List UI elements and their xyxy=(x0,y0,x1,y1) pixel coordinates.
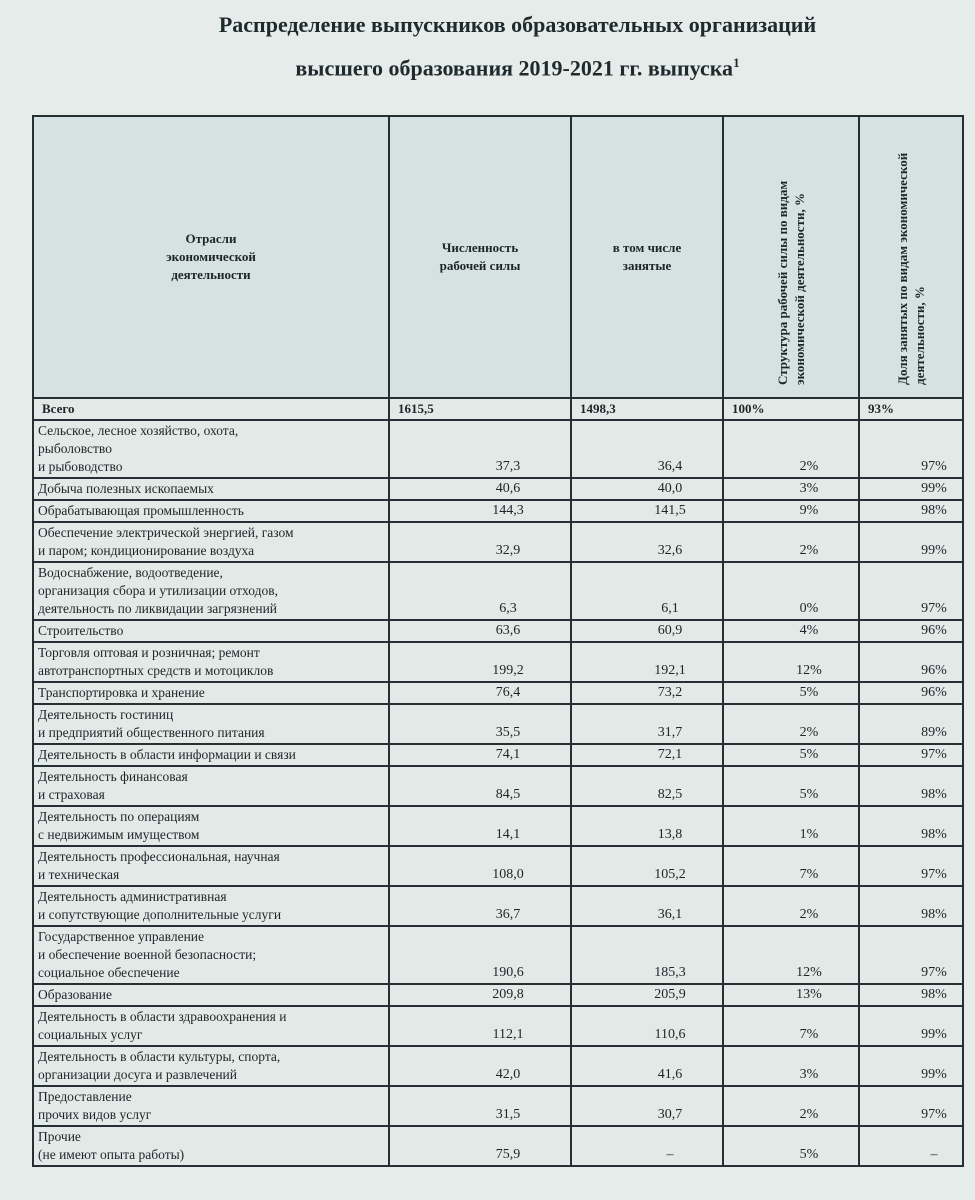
share-cell: 99% xyxy=(859,522,963,562)
total-structure: 100% xyxy=(723,398,859,420)
employed-cell: 110,6 xyxy=(571,1006,723,1046)
structure-cell: 3% xyxy=(723,478,859,500)
labor-force-cell: 40,6 xyxy=(389,478,571,500)
header-share: Доля занятых по видам экономической деятельности, % xyxy=(859,116,963,398)
industry-label: Деятельность административная и сопутствующие дополнительные услуги xyxy=(33,886,389,926)
header-industry: Отрасли экономической деятельности xyxy=(33,116,389,398)
structure-cell: 4% xyxy=(723,620,859,642)
total-employed: 1498,3 xyxy=(571,398,723,420)
table-row xyxy=(33,704,963,744)
structure-cell: 2% xyxy=(723,704,859,744)
labor-force-cell: 35,5 xyxy=(389,704,571,744)
total-row xyxy=(33,398,963,420)
employed-cell: 40,0 xyxy=(571,478,723,500)
employed-cell: 60,9 xyxy=(571,620,723,642)
industry-label: Государственное управление и обеспечение военной безопасности; социальное обеспечение xyxy=(33,926,389,984)
total-labor: 1615,5 xyxy=(389,398,571,420)
share-cell: 99% xyxy=(859,1006,963,1046)
industry-label: Транспортировка и хранение xyxy=(33,682,389,704)
industry-label: Деятельность в области культуры, спорта, организации досуга и развлечений xyxy=(33,1046,389,1086)
employed-cell: 82,5 xyxy=(571,766,723,806)
employed-cell: – xyxy=(571,1126,723,1166)
table-row xyxy=(33,886,963,926)
table-row xyxy=(33,744,963,766)
employed-cell: 192,1 xyxy=(571,642,723,682)
structure-cell: 2% xyxy=(723,420,859,478)
employed-cell: 36,1 xyxy=(571,886,723,926)
labor-force-cell: 84,5 xyxy=(389,766,571,806)
labor-force-cell: 31,5 xyxy=(389,1086,571,1126)
industry-label: Строительство xyxy=(33,620,389,642)
employed-cell: 105,2 xyxy=(571,846,723,886)
table-row xyxy=(33,806,963,846)
title-line-2: высшего образования 2019-2021 гг. выпуска xyxy=(295,55,734,81)
structure-cell: 5% xyxy=(723,744,859,766)
industry-label: Добыча полезных ископаемых xyxy=(33,478,389,500)
table-row xyxy=(33,478,963,500)
industry-label: Образование xyxy=(33,984,389,1006)
header-employed: в том числе занятые xyxy=(571,116,723,398)
table-row xyxy=(33,926,963,984)
industry-label: Торговля оптовая и розничная; ремонт автотранспортных средств и мотоциклов xyxy=(33,642,389,682)
table-row xyxy=(33,1006,963,1046)
employed-cell: 41,6 xyxy=(571,1046,723,1086)
structure-cell: 2% xyxy=(723,886,859,926)
title-line-2-wrap xyxy=(60,44,975,87)
table-row xyxy=(33,500,963,522)
structure-cell: 2% xyxy=(723,522,859,562)
share-cell: 96% xyxy=(859,682,963,704)
industry-label: Деятельность в области здравоохранения и социальных услуг xyxy=(33,1006,389,1046)
labor-force-cell: 209,8 xyxy=(389,984,571,1006)
structure-cell: 5% xyxy=(723,682,859,704)
labor-force-cell: 199,2 xyxy=(389,642,571,682)
industry-label: Прочие (не имеют опыта работы) xyxy=(33,1126,389,1166)
labor-force-cell: 63,6 xyxy=(389,620,571,642)
share-cell: 97% xyxy=(859,420,963,478)
employed-cell: 6,1 xyxy=(571,562,723,620)
share-cell: 97% xyxy=(859,926,963,984)
industry-label: Водоснабжение, водоотведение, организация сбора и утилизации отходов, деятельность по ликвидации загрязнений xyxy=(33,562,389,620)
industry-label: Обрабатывающая промышленность xyxy=(33,500,389,522)
structure-cell: 1% xyxy=(723,806,859,846)
title-line-1: Распределение выпускников образовательных организаций xyxy=(218,12,817,37)
labor-force-cell: 112,1 xyxy=(389,1006,571,1046)
industry-label: Деятельность по операциям с недвижимым имуществом xyxy=(33,806,389,846)
industry-label: Обеспечение электрической энергией, газом и паром; кондиционирование воздуха xyxy=(33,522,389,562)
labor-force-cell: 108,0 xyxy=(389,846,571,886)
employed-cell: 30,7 xyxy=(571,1086,723,1126)
footnote-mark: 1 xyxy=(733,55,740,70)
table-row xyxy=(33,642,963,682)
labor-force-cell: 32,9 xyxy=(389,522,571,562)
structure-cell: 7% xyxy=(723,846,859,886)
employed-cell: 205,9 xyxy=(571,984,723,1006)
labor-force-cell: 36,7 xyxy=(389,886,571,926)
industry-label: Деятельность финансовая и страховая xyxy=(33,766,389,806)
employed-cell: 13,8 xyxy=(571,806,723,846)
share-cell: – xyxy=(859,1126,963,1166)
share-cell: 97% xyxy=(859,744,963,766)
share-cell: 98% xyxy=(859,766,963,806)
header-row xyxy=(33,116,963,398)
share-cell: 98% xyxy=(859,806,963,846)
share-cell: 98% xyxy=(859,886,963,926)
structure-cell: 5% xyxy=(723,1126,859,1166)
industry-label: Деятельность в области информации и связи xyxy=(33,744,389,766)
labor-force-cell: 76,4 xyxy=(389,682,571,704)
employed-cell: 36,4 xyxy=(571,420,723,478)
table-row xyxy=(33,1086,963,1126)
share-cell: 98% xyxy=(859,984,963,1006)
structure-cell: 13% xyxy=(723,984,859,1006)
structure-cell: 3% xyxy=(723,1046,859,1086)
labor-force-cell: 6,3 xyxy=(389,562,571,620)
share-cell: 96% xyxy=(859,642,963,682)
structure-cell: 5% xyxy=(723,766,859,806)
table-row xyxy=(33,1126,963,1166)
table-row xyxy=(33,562,963,620)
structure-cell: 7% xyxy=(723,1006,859,1046)
header-labor-force: Численность рабочей силы xyxy=(389,116,571,398)
structure-cell: 9% xyxy=(723,500,859,522)
share-cell: 89% xyxy=(859,704,963,744)
share-cell: 96% xyxy=(859,620,963,642)
industry-label: Деятельность профессиональная, научная и техническая xyxy=(33,846,389,886)
labor-force-cell: 42,0 xyxy=(389,1046,571,1086)
table-row xyxy=(33,846,963,886)
table-row xyxy=(33,984,963,1006)
share-cell: 97% xyxy=(859,1086,963,1126)
share-cell: 97% xyxy=(859,562,963,620)
structure-cell: 0% xyxy=(723,562,859,620)
share-cell: 97% xyxy=(859,846,963,886)
table-row xyxy=(33,682,963,704)
employed-cell: 32,6 xyxy=(571,522,723,562)
table-row xyxy=(33,1046,963,1086)
share-cell: 99% xyxy=(859,478,963,500)
labor-force-cell: 75,9 xyxy=(389,1126,571,1166)
labor-force-cell: 14,1 xyxy=(389,806,571,846)
graduates-table xyxy=(32,115,964,1167)
total-label: Всего xyxy=(33,398,389,420)
structure-cell: 12% xyxy=(723,926,859,984)
labor-force-cell: 190,6 xyxy=(389,926,571,984)
employed-cell: 73,2 xyxy=(571,682,723,704)
table-row xyxy=(33,420,963,478)
structure-cell: 12% xyxy=(723,642,859,682)
table-row xyxy=(33,522,963,562)
table-row xyxy=(33,620,963,642)
table-row xyxy=(33,766,963,806)
industry-label: Предоставление прочих видов услуг xyxy=(33,1086,389,1126)
labor-force-cell: 37,3 xyxy=(389,420,571,478)
labor-force-cell: 74,1 xyxy=(389,744,571,766)
header-structure: Структура рабочей силы по видам экономической деятельности, % xyxy=(723,116,859,398)
employed-cell: 185,3 xyxy=(571,926,723,984)
share-cell: 99% xyxy=(859,1046,963,1086)
structure-cell: 2% xyxy=(723,1086,859,1126)
labor-force-cell: 144,3 xyxy=(389,500,571,522)
industry-label: Сельское, лесное хозяйство, охота, рыболовство и рыбоводство xyxy=(33,420,389,478)
industry-label: Деятельность гостиниц и предприятий общественного питания xyxy=(33,704,389,744)
share-cell: 98% xyxy=(859,500,963,522)
employed-cell: 31,7 xyxy=(571,704,723,744)
employed-cell: 141,5 xyxy=(571,500,723,522)
total-share: 93% xyxy=(859,398,963,420)
page-title xyxy=(0,6,975,87)
employed-cell: 72,1 xyxy=(571,744,723,766)
